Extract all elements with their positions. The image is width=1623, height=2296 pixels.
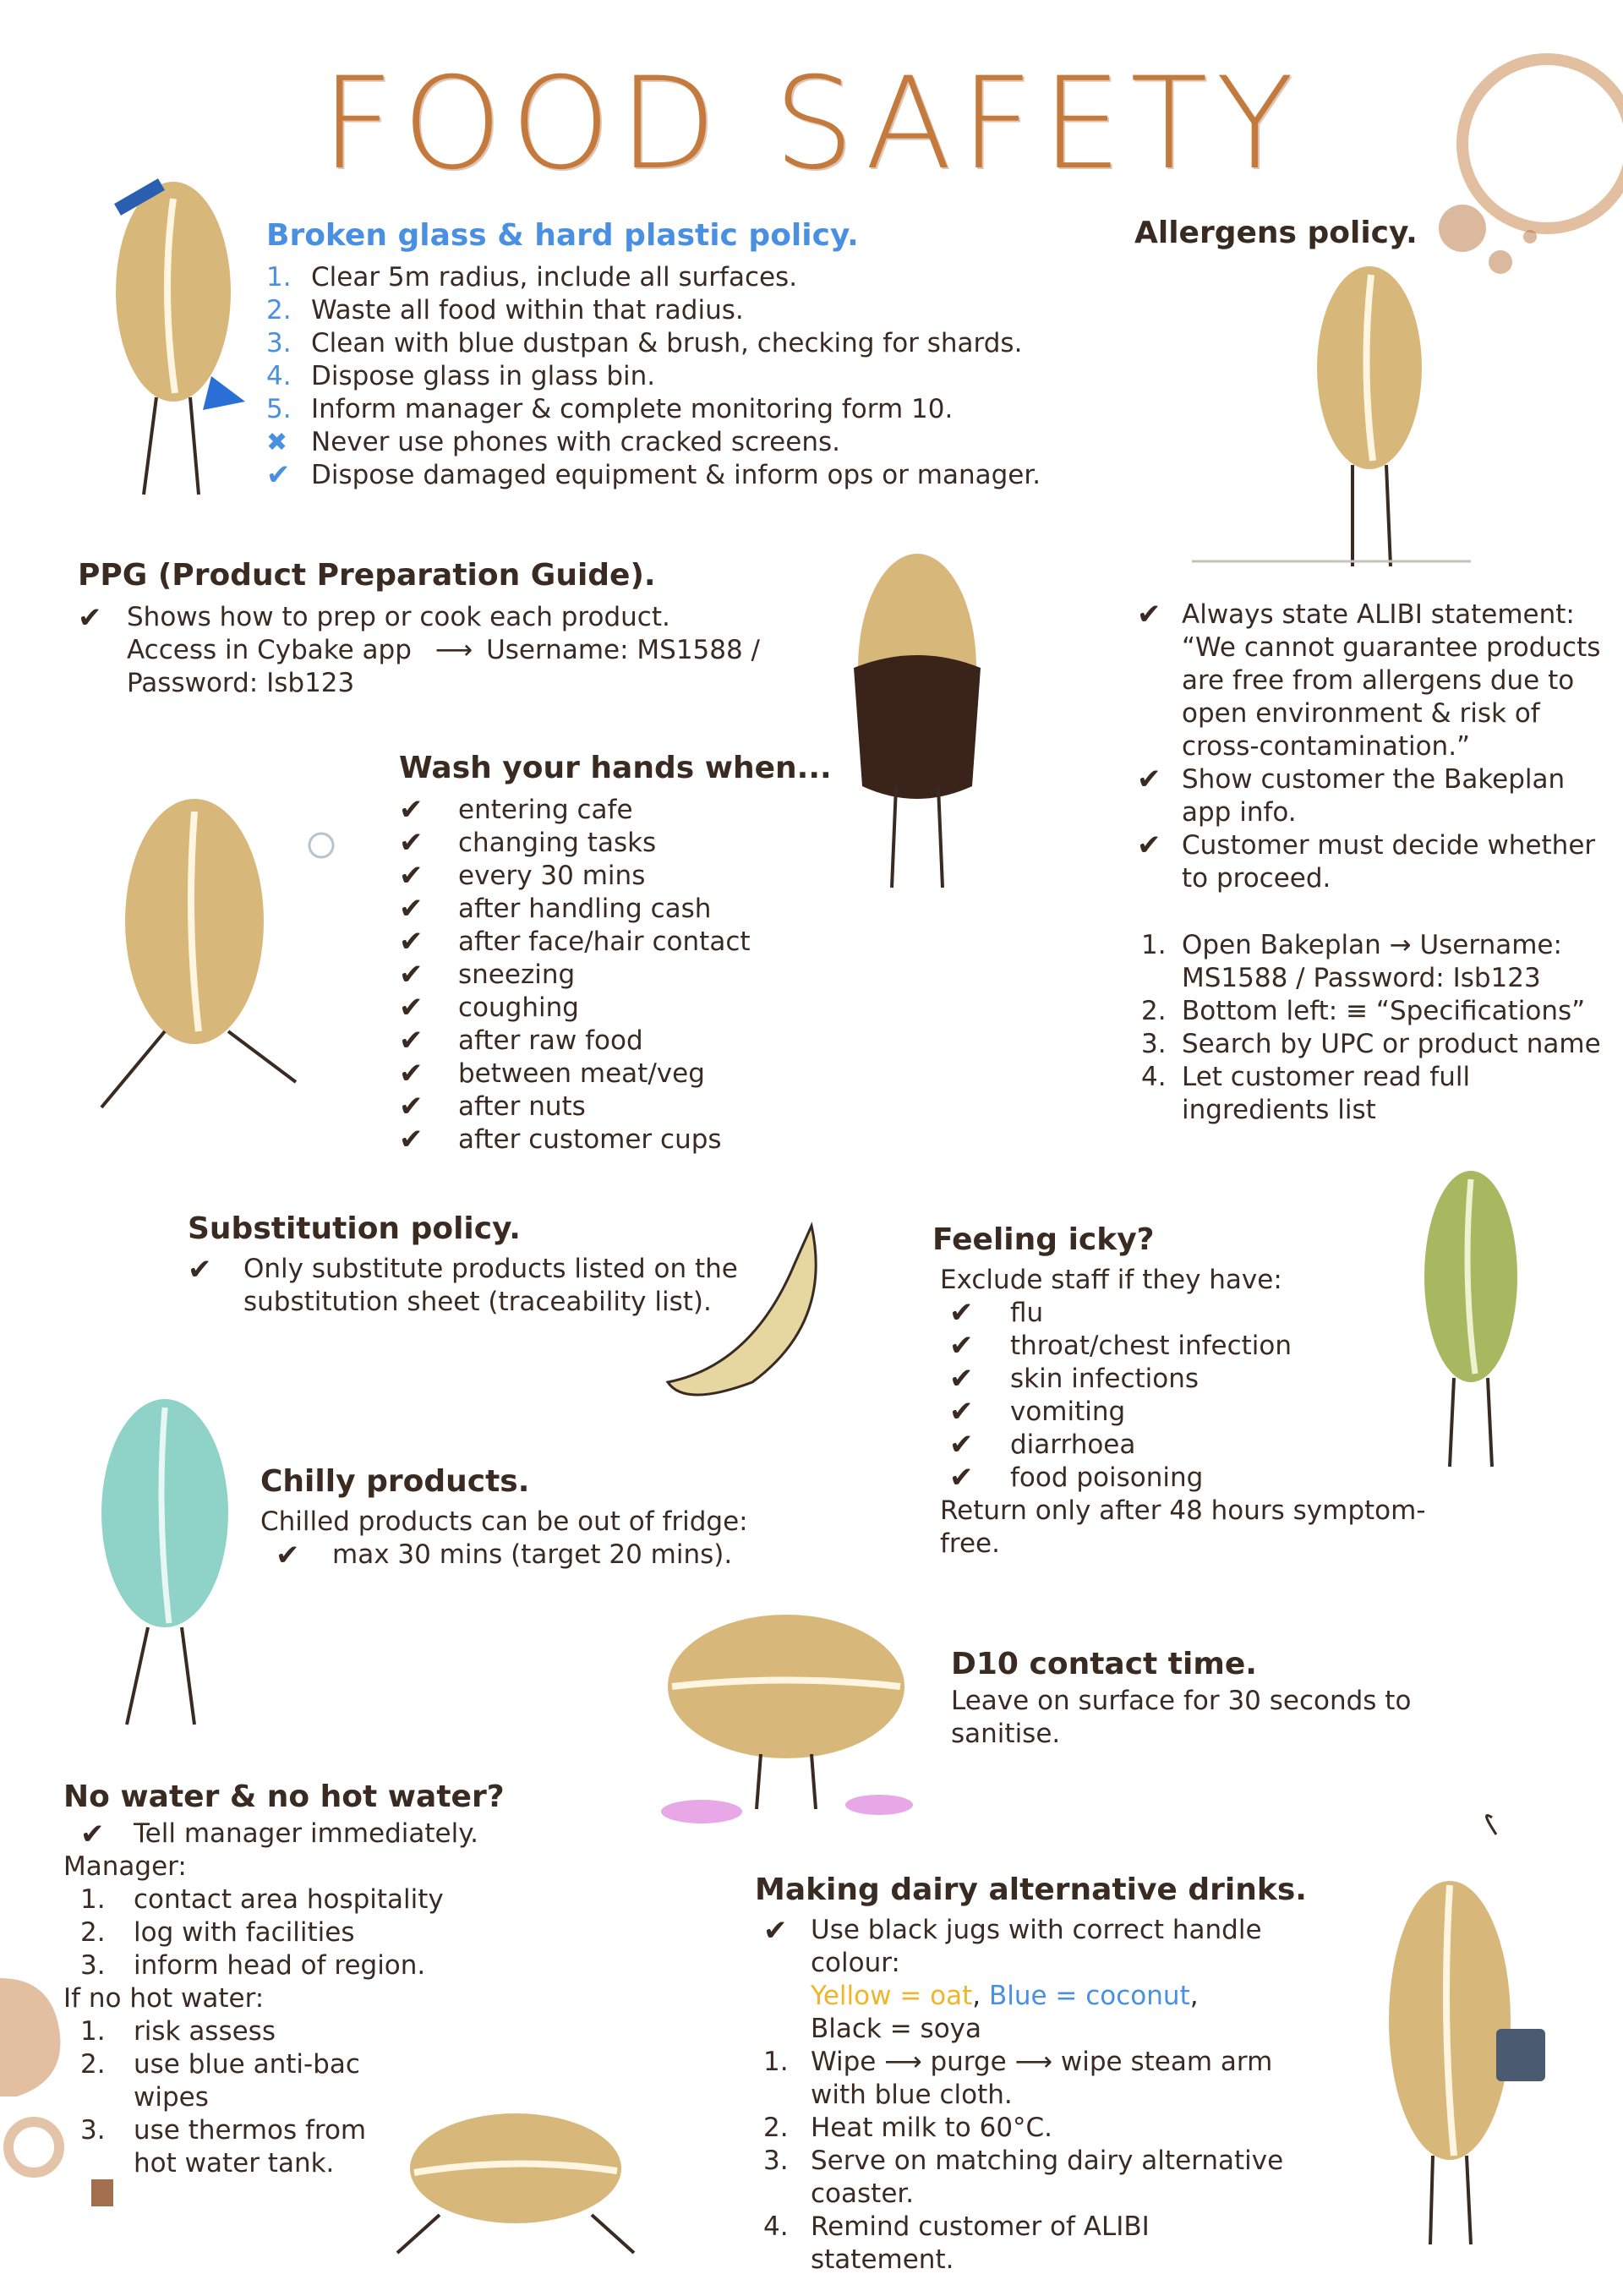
list-item — [949, 1428, 1473, 1462]
list-text: Remind customer of ALIBI statement. — [811, 2211, 1150, 2275]
substitution-line2: substitution sheet (traceability list). — [243, 1287, 712, 1317]
list-item — [949, 1461, 1473, 1495]
check-icon: ✔ — [949, 1395, 974, 1429]
check-icon: ✔ — [399, 1123, 424, 1156]
check-icon: ✔ — [1137, 828, 1161, 862]
list-item — [399, 1024, 839, 1058]
check-icon: ✔ — [399, 958, 424, 992]
list-text: skin infections — [1010, 1364, 1199, 1394]
list-item — [1141, 1028, 1606, 1061]
list-item — [266, 360, 1078, 393]
check-icon: ✔ — [399, 826, 424, 860]
dairy-check-line1: Use black jugs with correct handle — [811, 1915, 1262, 1945]
list-text: risk assess — [134, 2016, 276, 2047]
check-icon: ✔ — [949, 1329, 974, 1363]
list-item — [80, 2114, 387, 2180]
substitution-section — [188, 1211, 779, 1319]
list-marker: 1. — [80, 1884, 106, 1915]
comma-text: , — [1189, 1981, 1199, 2011]
list-marker: 2. — [1141, 996, 1167, 1026]
list-text: Search by UPC or product name — [1182, 1029, 1601, 1059]
list-item — [399, 991, 839, 1025]
dairy-section — [755, 1872, 1347, 2277]
black-soya-text: Black = soya — [811, 2014, 982, 2044]
dairy-check-line2: colour: — [811, 1948, 900, 1978]
chilly-line2: max 30 mins (target 20 mins). — [332, 1539, 733, 1570]
check-icon: ✔ — [399, 1090, 424, 1123]
dairy-colour-line — [811, 1980, 1347, 2013]
cross-icon: ✖ — [266, 428, 288, 457]
chilly-line1: Chilled products can be out of fridge: — [260, 1506, 748, 1537]
list-item — [763, 2145, 1284, 2211]
list-item — [949, 1362, 1473, 1396]
list-text: inform head of region. — [134, 1950, 426, 1981]
list-marker: 3. — [266, 328, 292, 358]
list-item — [80, 1949, 537, 1982]
check-icon: ✔ — [276, 1539, 300, 1572]
list-item — [1137, 828, 1606, 895]
check-icon: ✔ — [949, 1461, 974, 1495]
list-item — [1141, 1061, 1606, 1127]
list-marker: 2. — [763, 2113, 789, 2143]
list-text: entering cafe — [458, 795, 633, 825]
ppg-username-text: Username: MS1588 / — [486, 635, 761, 665]
list-text: after face/hair contact — [458, 927, 751, 957]
list-text: Waste all food within that radius. — [311, 295, 744, 325]
list-text: use thermos from hot water tank. — [134, 2115, 367, 2178]
list-text: diarrhoea — [1010, 1430, 1136, 1460]
list-item — [266, 426, 1078, 459]
list-item — [266, 327, 1078, 360]
check-icon: ✔ — [80, 1818, 105, 1851]
check-icon: ✔ — [1137, 598, 1161, 631]
list-item — [949, 1329, 1473, 1363]
list-text: contact area hospitality — [134, 1884, 444, 1915]
list-item — [399, 958, 839, 992]
list-text: Serve on matching dairy alternative coaster. — [811, 2146, 1284, 2209]
list-item — [399, 892, 839, 926]
no-water-section — [63, 1779, 537, 2180]
substitution-line1: Only substitute products listed on the — [243, 1254, 738, 1284]
list-text: Dispose damaged equipment & inform ops or manager. — [311, 460, 1041, 490]
list-marker: 2. — [80, 1917, 106, 1948]
check-icon: ✔ — [188, 1253, 212, 1287]
list-text: every 30 mins — [458, 861, 646, 891]
check-icon: ✔ — [399, 892, 424, 926]
list-item — [399, 1090, 839, 1123]
ppg-app-text: Access in Cybake app — [127, 635, 412, 665]
list-marker: 4. — [266, 361, 292, 391]
wash-hands-section — [399, 751, 839, 1156]
check-icon: ✔ — [763, 1914, 788, 1948]
list-item — [80, 2015, 387, 2048]
no-hot-water-label: If no hot water: — [63, 1983, 265, 2014]
ppg-section — [78, 558, 822, 700]
list-text: Show customer the Bakeplan app info. — [1182, 764, 1566, 828]
list-text: food poisoning — [1010, 1462, 1204, 1493]
list-text: flu — [1010, 1298, 1044, 1328]
list-text: Customer must decide whether to proceed. — [1182, 830, 1596, 894]
check-icon: ✔ — [949, 1296, 974, 1330]
no-water-heading: No water & no hot water? — [63, 1779, 505, 1814]
list-marker: 2. — [80, 2049, 106, 2080]
check-icon: ✔ — [399, 793, 424, 827]
list-marker: 1. — [80, 2016, 106, 2047]
list-text: after raw food — [458, 1025, 643, 1056]
list-text: Heat milk to 60°C. — [811, 2113, 1053, 2143]
list-text: sneezing — [458, 959, 576, 990]
coffee-stain-top-right — [1420, 34, 1623, 304]
list-text: Clear 5m radius, include all surfaces. — [311, 262, 798, 292]
check-icon: ✔ — [399, 991, 424, 1025]
list-text: Let customer read full ingredients list — [1182, 1062, 1471, 1125]
allergens-heading: Allergens policy. — [1134, 216, 1418, 250]
list-marker: 1. — [763, 2047, 789, 2077]
list-text: Always state ALIBI statement: “We cannot guarantee products are free from allergens due to open environment & risk of cross-contamination.” — [1182, 599, 1601, 762]
check-icon: ✔ — [266, 458, 291, 492]
list-item — [80, 1883, 537, 1916]
dairy-heading: Making dairy alternative drinks. — [755, 1872, 1307, 1907]
list-item — [1137, 763, 1606, 829]
ppg-line2 — [127, 634, 822, 667]
list-item — [399, 1123, 839, 1156]
d10-line1: Leave on surface for 30 seconds to — [951, 1686, 1412, 1716]
list-marker: 2. — [266, 295, 292, 325]
list-item — [763, 2112, 1284, 2145]
list-text: Open Bakeplan → Username: MS1588 / Password: Isb123 — [1182, 930, 1562, 993]
no-water-check: Tell manager immediately. — [134, 1818, 478, 1849]
d10-section — [951, 1647, 1424, 1751]
list-marker: 3. — [763, 2146, 789, 2176]
list-text: after nuts — [458, 1091, 586, 1122]
list-item — [399, 859, 839, 893]
list-text: Wipe ⟶ purge ⟶ wipe steam arm with blue cloth. — [811, 2047, 1273, 2110]
list-item — [266, 261, 1078, 294]
check-icon: ✔ — [949, 1362, 974, 1396]
ppg-heading: PPG (Product Preparation Guide). — [78, 558, 656, 593]
bean-apron-illustration — [824, 541, 1010, 896]
bean-broom-illustration — [63, 173, 266, 503]
ppg-line3: Password: Isb123 — [127, 668, 355, 698]
list-item — [399, 793, 839, 827]
list-item — [80, 2048, 387, 2114]
yellow-oat-text: Yellow = oat — [811, 1981, 973, 2011]
broken-glass-section — [266, 218, 1078, 492]
manager-label: Manager: — [63, 1851, 187, 1882]
bean-squashed-illustration — [659, 1594, 913, 1830]
list-text: vomiting — [1010, 1397, 1126, 1427]
list-text: Clean with blue dustpan & brush, checking for shards. — [311, 328, 1023, 358]
list-text: coughing — [458, 992, 579, 1023]
icky-intro: Exclude staff if they have: — [940, 1265, 1282, 1295]
feeling-icky-heading: Feeling icky? — [932, 1222, 1155, 1257]
list-item — [399, 826, 839, 860]
bean-thinking-illustration — [1293, 258, 1445, 571]
check-icon: ✔ — [399, 1057, 424, 1091]
check-icon: ✔ — [1137, 763, 1161, 796]
list-item — [399, 1057, 839, 1091]
list-text: between meat/veg — [458, 1058, 705, 1089]
list-text: Never use phones with cracked screens. — [311, 427, 840, 457]
check-icon: ✔ — [949, 1428, 974, 1462]
comma-text: , — [972, 1981, 989, 2011]
check-icon: ✔ — [399, 1024, 424, 1058]
list-item — [949, 1296, 1473, 1330]
list-marker: 1. — [1141, 930, 1167, 960]
list-text: Dispose glass in glass bin. — [311, 361, 656, 391]
list-text: changing tasks — [458, 828, 657, 858]
list-item — [949, 1395, 1473, 1429]
list-item — [763, 2211, 1284, 2277]
list-item — [399, 925, 839, 959]
blue-coconut-text: Blue = coconut — [988, 1981, 1190, 2011]
list-text: log with facilities — [134, 1917, 355, 1948]
list-item — [266, 458, 1078, 492]
list-text: use blue anti-bac wipes — [134, 2049, 360, 2113]
list-marker: 1. — [266, 262, 292, 292]
list-item — [1141, 929, 1606, 995]
floor-line — [1192, 558, 1471, 565]
list-text: after customer cups — [458, 1124, 722, 1155]
list-marker: 3. — [80, 2115, 106, 2146]
arrow-icon: ⟶ — [434, 635, 473, 665]
allergens-section — [1137, 599, 1606, 1127]
list-marker: 3. — [1141, 1029, 1167, 1059]
list-marker: 4. — [763, 2211, 789, 2242]
bean-dancing-illustration — [59, 778, 338, 1133]
list-item — [1137, 598, 1606, 763]
list-marker: 4. — [1141, 1062, 1167, 1092]
chilly-heading: Chilly products. — [260, 1464, 530, 1499]
feeling-icky-section — [932, 1222, 1473, 1561]
list-item — [266, 294, 1078, 327]
list-marker: 5. — [266, 394, 292, 424]
list-text: throat/chest infection — [1010, 1331, 1292, 1361]
wash-hands-heading: Wash your hands when... — [399, 751, 832, 785]
list-text: Bottom left: ≡ “Specifications” — [1182, 996, 1586, 1026]
ppg-line1: Shows how to prep or cook each product. — [127, 602, 670, 632]
icky-outro: Return only after 48 hours symptom-free. — [940, 1495, 1426, 1559]
substitution-heading: Substitution policy. — [188, 1211, 521, 1246]
list-text: after handling cash — [458, 894, 712, 924]
broken-glass-heading: Broken glass & hard plastic policy. — [266, 218, 859, 253]
d10-heading: D10 contact time. — [951, 1647, 1257, 1681]
bean-cold-illustration — [76, 1386, 254, 1741]
list-item — [763, 2046, 1284, 2112]
list-item — [80, 1916, 537, 1949]
page-title: FOOD SAFETY — [320, 51, 1303, 198]
bean-coffee-illustration — [1369, 1809, 1564, 2249]
list-text: Inform manager & complete monitoring form 10. — [311, 394, 954, 424]
list-item — [266, 393, 1078, 426]
list-item — [1141, 995, 1606, 1028]
d10-line2: sanitise. — [951, 1719, 1061, 1749]
list-marker: 3. — [80, 1950, 106, 1981]
chilly-section — [260, 1464, 784, 1572]
check-icon: ✔ — [78, 601, 102, 635]
check-icon: ✔ — [399, 925, 424, 959]
check-icon: ✔ — [399, 859, 424, 893]
